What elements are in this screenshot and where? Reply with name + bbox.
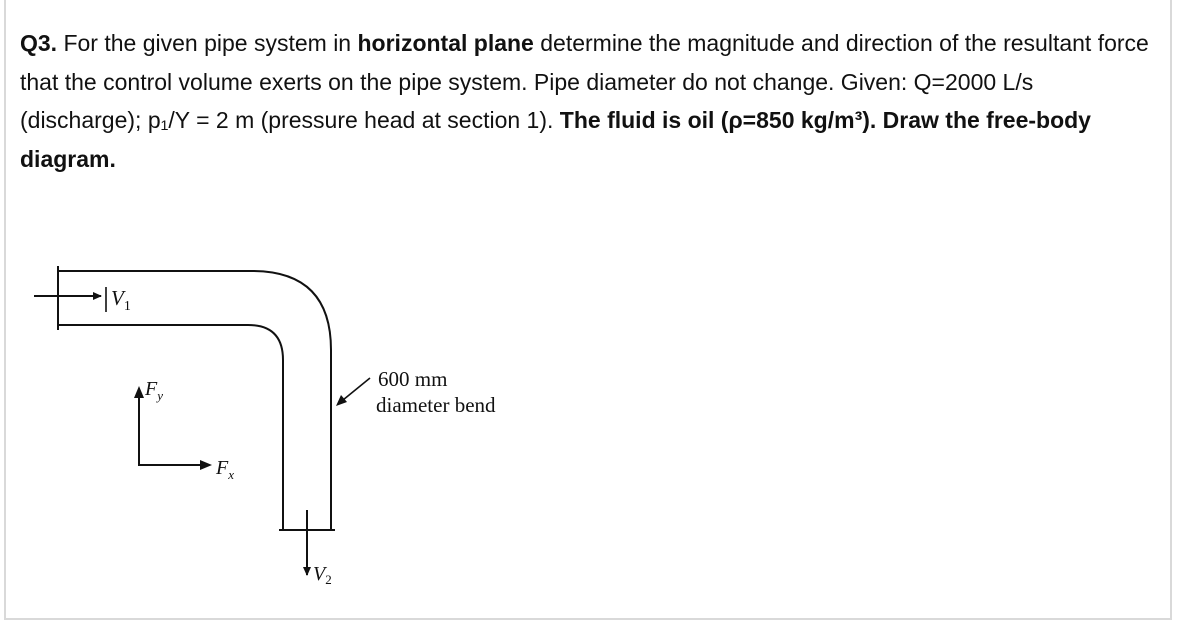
question-bold-part-1: horizontal plane (357, 30, 534, 56)
pipe-inner-wall (58, 325, 283, 530)
question-text-part-2: determine the magnitude and direction of the resultant force that the control volume exerts on the pipe system. Pipe diameter do not change. Given: Q=2000 L/s (discharge); p₁/Υ = 2 m (pressure head at section 1). (20, 30, 1149, 133)
bend-description-label: diameter bend (376, 393, 496, 417)
section-1-cut-icon (34, 266, 106, 330)
bend-size-label: 600 mm (378, 367, 448, 391)
bend-leader-icon (336, 378, 370, 406)
pipe-outer-wall (58, 271, 331, 530)
fx-label: $F_x$ (216, 457, 234, 482)
v1-label: $V_1$ (111, 286, 131, 314)
fy-label: $F_y$ (145, 378, 163, 403)
question-bold-part-2: The fluid is oil (ρ=850 kg/m³). Draw the free-body diagram. (20, 107, 1091, 172)
section-2-cut-icon (279, 510, 335, 575)
question-text-part-1: For the given pipe system in (57, 30, 358, 56)
question-number: Q3. (20, 30, 58, 56)
v2-label: $V_2$ (313, 563, 332, 587)
